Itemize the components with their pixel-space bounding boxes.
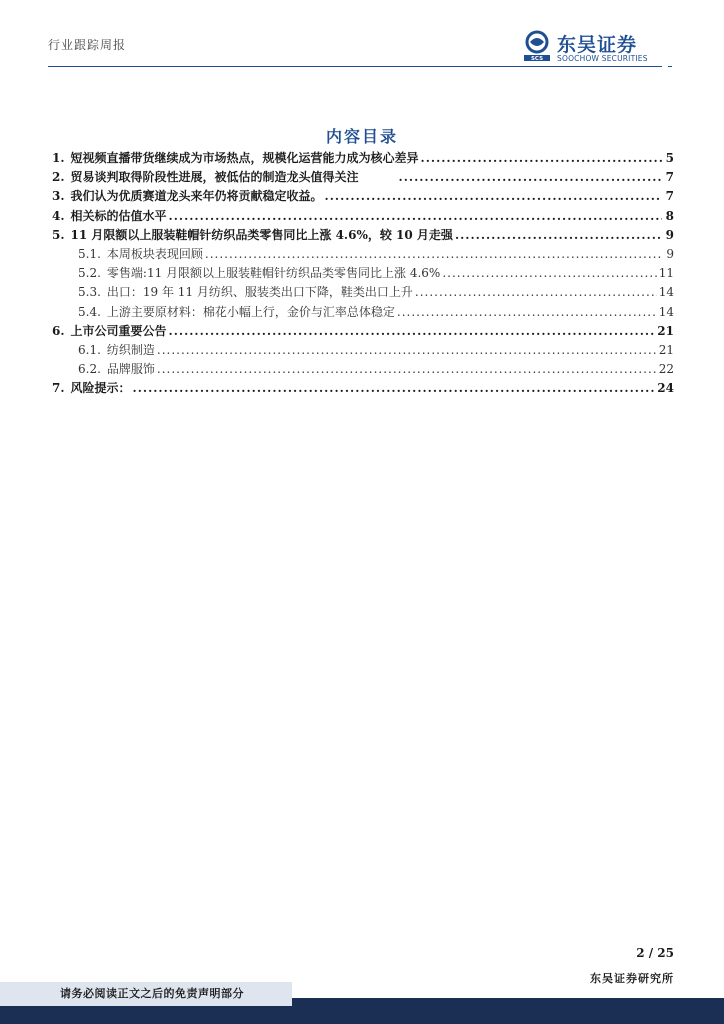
toc-entry-page: 9	[665, 227, 674, 242]
brand-name-en: SOOCHOW SECURITIES	[557, 54, 648, 63]
toc-entry-5[interactable]	[52, 226, 674, 245]
toc-entry-number: 7.	[52, 381, 65, 396]
toc-entry-page: 11	[658, 266, 674, 281]
toc-leader-dots	[205, 247, 662, 261]
toc-entry-title: 本周板块表现回顾	[106, 246, 203, 261]
toc-leader-dots	[169, 324, 656, 338]
page-number: 2 / 25	[636, 946, 674, 960]
toc-leader-dots	[325, 189, 662, 203]
toc-entry-page: 22	[658, 362, 674, 377]
toc-entry-4[interactable]	[52, 207, 674, 226]
toc-entry-title: 短视频直播带货继续成为市场热点，规模化运营能力成为核心差异	[70, 151, 419, 165]
toc-entry-title: 上市公司重要公告	[70, 323, 167, 338]
toc-entry-1[interactable]	[52, 149, 674, 168]
toc-entry-number: 1.	[52, 151, 65, 165]
toc-entry-page: 21	[657, 323, 674, 338]
toc-entry-number: 5.3.	[78, 285, 101, 300]
toc-entry-title: 11 月限额以上服装鞋帽针纺织品类零售同比上涨 4.6%，较 10 月走强	[70, 227, 453, 242]
toc-entry-title: 贸易谈判取得阶段性进展，被低估的制造龙头值得关注	[70, 170, 359, 185]
toc-entry-page: 14	[658, 285, 674, 300]
toc-leader-dots	[157, 343, 657, 357]
toc-leader-dots	[455, 228, 662, 242]
toc-entry-title: 纺织制造	[106, 342, 155, 357]
toc-entry-title: 风险提示：	[70, 381, 131, 396]
toc-entry-number: 6.1.	[78, 342, 101, 357]
toc-entry-page: 24	[657, 381, 674, 396]
institution-name: 东吴证券研究所	[590, 972, 674, 985]
toc-entry-number: 5.1.	[78, 246, 101, 261]
toc-entry-title: 品牌服饰	[106, 362, 155, 377]
toc-entry-title: 我们认为优质赛道龙头来年仍将贡献稳定收益。	[70, 189, 323, 204]
toc-entry-6[interactable]	[52, 322, 674, 341]
toc-leader-dots	[133, 381, 656, 395]
toc-entry-page: 14	[658, 304, 674, 319]
brand-mark-text: SCS	[530, 56, 544, 62]
toc-entry-page: 7	[665, 170, 674, 185]
toc-entry-page: 21	[658, 342, 674, 357]
toc-entry-title: 出口：19 年 11 月纺织、服装类出口下降，鞋类出口上升	[106, 285, 413, 300]
soochow-logo-icon	[522, 30, 552, 62]
toc-entry-number: 6.2.	[78, 362, 101, 377]
toc-entry-2[interactable]	[52, 168, 674, 187]
toc-leader-dots	[399, 170, 662, 184]
toc-entry-title: 相关标的估值水平	[70, 208, 167, 223]
toc-entry-number: 6.	[52, 323, 65, 338]
toc-entry-number: 2.	[52, 170, 65, 185]
toc-entry-number: 5.2.	[78, 266, 101, 281]
toc-title: 内容目录	[325, 127, 398, 146]
toc-entry-5-1[interactable]	[52, 245, 674, 264]
toc-entry-title: 上游主要原材料：棉花小幅上行，金价与汇率总体稳定	[106, 304, 395, 319]
toc-leader-dots	[415, 285, 657, 299]
toc-entry-title: 零售端:11 月限额以上服装鞋帽针纺织品类零售同比上涨 4.6%	[106, 266, 441, 281]
disclaimer-notice: 请务必阅读正文之后的免责声明部分	[0, 982, 292, 1006]
table-of-contents	[52, 149, 674, 398]
toc-entry-5-3[interactable]	[52, 283, 674, 302]
toc-entry-5-4[interactable]	[52, 303, 674, 322]
footer-band	[0, 1006, 724, 1024]
toc-entry-page: 5	[665, 151, 674, 165]
report-type-label: 行业跟踪周报	[48, 38, 127, 52]
toc-entry-page: 9	[666, 246, 674, 261]
toc-entry-number: 4.	[52, 208, 65, 223]
header-divider	[48, 66, 662, 67]
toc-leader-dots	[442, 266, 656, 280]
brand-logo	[522, 30, 672, 66]
toc-leader-dots	[397, 305, 657, 319]
toc-entry-7[interactable]	[52, 379, 674, 398]
toc-leader-dots	[169, 209, 662, 223]
toc-entry-6-2[interactable]	[52, 360, 674, 379]
toc-entry-number: 5.4.	[78, 304, 101, 319]
toc-entry-5-2[interactable]	[52, 264, 674, 283]
brand-name-cn: 东吴证券	[557, 34, 638, 56]
header-divider-tick	[668, 66, 672, 67]
toc-entry-3[interactable]	[52, 187, 674, 206]
toc-entry-number: 3.	[52, 189, 65, 204]
toc-entry-6-1[interactable]	[52, 341, 674, 360]
footer-band-upper	[292, 998, 724, 1006]
toc-entry-page: 7	[665, 189, 674, 204]
toc-entry-page: 8	[665, 208, 674, 223]
toc-entry-number: 5.	[52, 227, 65, 242]
toc-leader-dots	[421, 151, 662, 165]
toc-leader-dots	[157, 362, 657, 376]
